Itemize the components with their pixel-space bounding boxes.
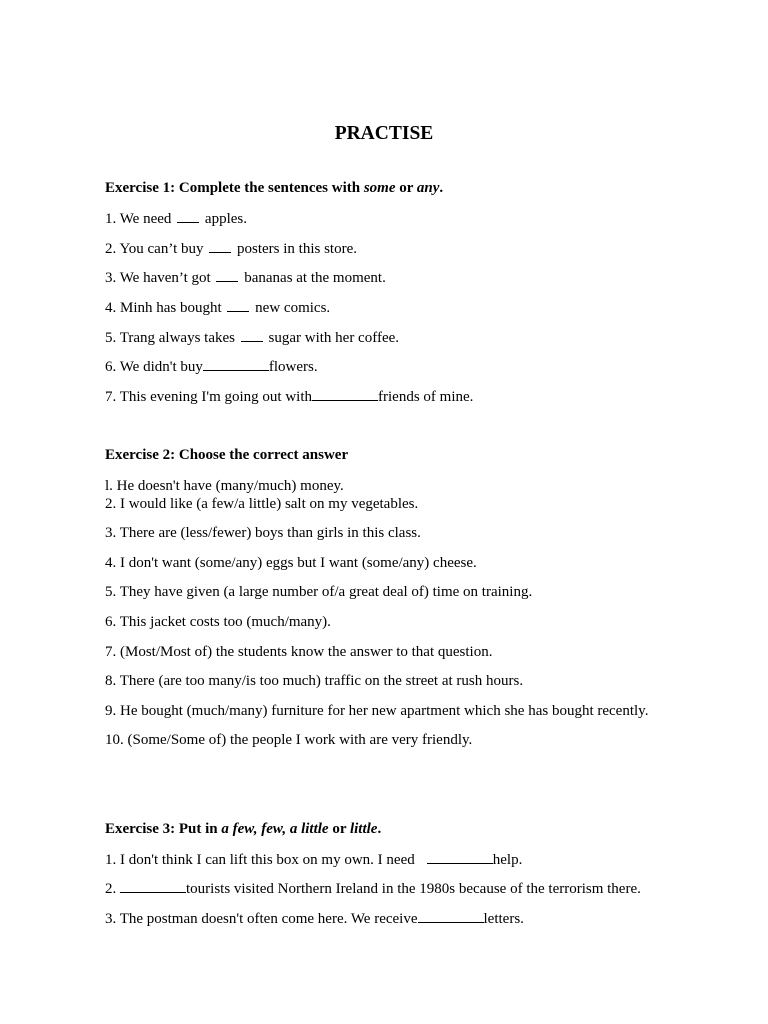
answer-blank[interactable] — [203, 356, 269, 371]
exercise-3-item — [105, 908, 524, 928]
exercise-1-item — [105, 238, 357, 258]
item-text-before: 2. You can’t buy — [105, 241, 204, 257]
page-title: PRACTISE — [334, 123, 434, 144]
exercise-2-item: 7. (Most/Most of) the students know the answer to that question. — [105, 644, 493, 660]
answer-blank[interactable] — [227, 297, 249, 312]
exercise-3-item — [105, 849, 522, 869]
answer-blank[interactable] — [120, 878, 186, 893]
item-text-after: friends of mine. — [378, 389, 474, 405]
exercise-1-heading-end: . — [439, 180, 444, 196]
exercise-2-item: 2. I would like (a few/a little) salt on my vegetables. — [105, 496, 419, 512]
exercise-2-item: l. He doesn't have (many/much) money. — [105, 478, 344, 494]
item-text-before: 1. I don't think I can lift this box on my own. I need — [105, 852, 415, 868]
item-text-after: posters in this store. — [236, 241, 357, 257]
exercise-1-item — [105, 356, 318, 376]
item-text-after: help. — [492, 852, 523, 868]
exercise-1-item — [105, 386, 473, 406]
item-text-after: apples. — [204, 211, 247, 227]
item-text-before: 4. Minh has bought — [105, 300, 222, 316]
exercise-1-heading-any: any — [416, 180, 440, 196]
answer-blank[interactable] — [418, 908, 484, 923]
exercise-3-heading-little: little — [349, 821, 378, 837]
exercise-3-heading-text: Exercise 3: Put in — [105, 821, 222, 837]
item-text-after: sugar with her coffee. — [268, 330, 400, 346]
exercise-2-item: 10. (Some/Some of) the people I work with are very friendly. — [105, 732, 473, 748]
exercise-1-heading-some: some — [363, 180, 396, 196]
exercise-3-heading-end: . — [377, 821, 382, 837]
exercise-2-item: 9. He bought (much/many) furniture for her new apartment which she has bought recently. — [105, 703, 649, 719]
item-text-before: 3. We haven’t got — [105, 270, 211, 286]
item-text-after: flowers. — [268, 359, 318, 375]
answer-blank[interactable] — [427, 849, 493, 864]
exercise-1-item — [105, 297, 330, 317]
item-text-before: 7. This evening I'm going out with — [105, 389, 312, 405]
answer-blank[interactable] — [216, 267, 238, 282]
exercise-3-heading-or: or — [328, 821, 350, 837]
item-text-after: letters. — [483, 911, 524, 927]
item-text-after: bananas at the moment. — [244, 270, 386, 286]
item-text-before: 1. We need — [105, 211, 172, 227]
exercise-1-item — [105, 327, 399, 347]
exercise-3-heading — [105, 819, 381, 839]
item-text-after: new comics. — [255, 300, 331, 316]
exercise-1-item — [105, 208, 247, 228]
exercise-2-heading: Exercise 2: Choose the correct answer — [105, 447, 349, 463]
exercise-1-heading-text: Exercise 1: Complete the sentences with — [105, 180, 364, 196]
answer-blank[interactable] — [241, 327, 263, 342]
exercise-2-item: 8. There (are too many/is too much) traffic on the street at rush hours. — [105, 673, 524, 689]
exercise-1-heading — [105, 178, 443, 198]
item-text-before: 2. — [105, 881, 117, 897]
exercise-1-heading-or: or — [395, 180, 417, 196]
answer-blank[interactable] — [312, 386, 378, 401]
item-text-before: 5. Trang always takes — [105, 330, 235, 346]
answer-blank[interactable] — [209, 238, 231, 253]
exercise-2-item: 3. There are (less/fewer) boys than girls in this class. — [105, 525, 421, 541]
exercise-3-item — [105, 878, 641, 898]
item-text-after: tourists visited Northern Ireland in the 1980s because of the terrorism there. — [186, 881, 641, 897]
item-text-before: 6. We didn't buy — [105, 359, 203, 375]
exercise-2-item: 5. They have given (a large number of/a great deal of) time on training. — [105, 584, 533, 600]
item-text-before: 3. The postman doesn't often come here. We receive — [105, 911, 418, 927]
answer-blank[interactable] — [177, 208, 199, 223]
exercise-3-heading-options: a few, few, a little — [221, 821, 329, 837]
exercise-1-item — [105, 267, 386, 287]
exercise-2-item: 6. This jacket costs too (much/many). — [105, 614, 331, 630]
exercise-2-item: 4. I don't want (some/any) eggs but I want (some/any) cheese. — [105, 555, 477, 571]
